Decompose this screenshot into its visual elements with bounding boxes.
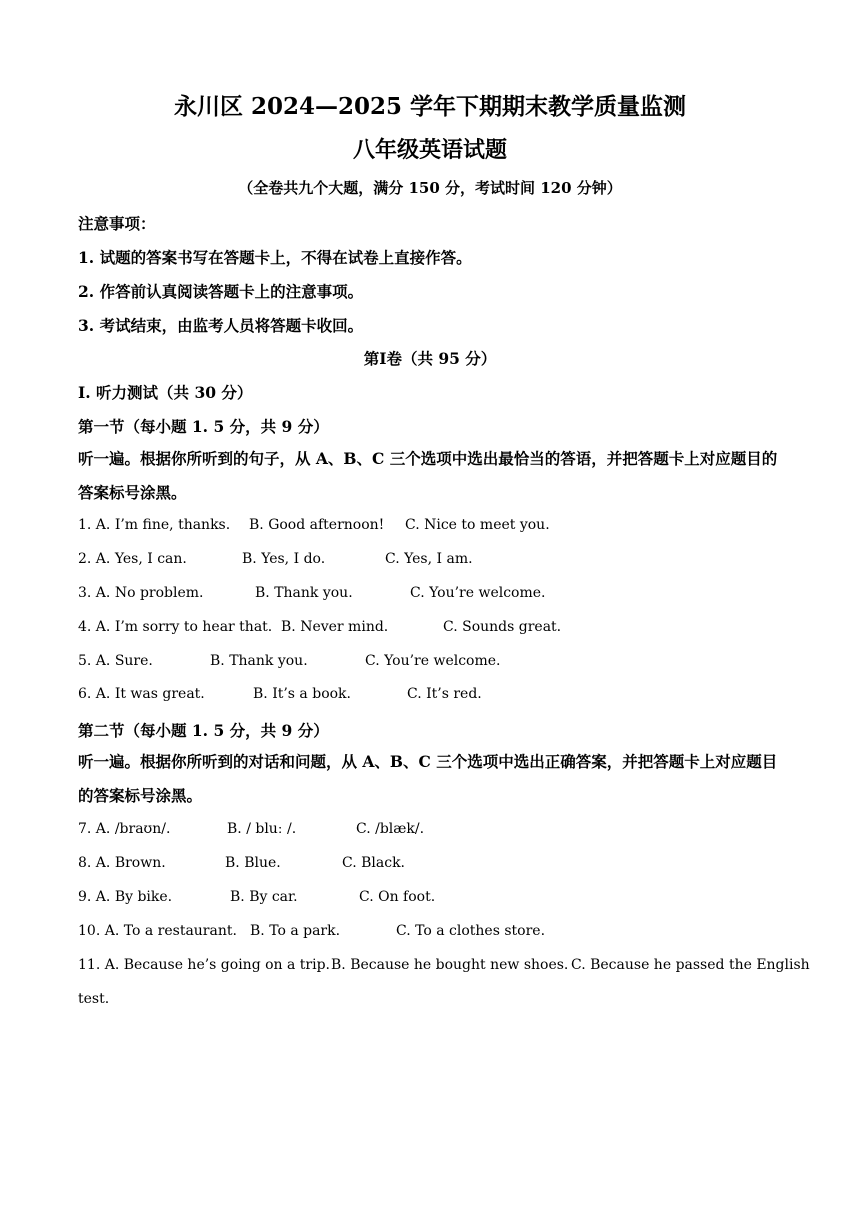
section2-instruction: 听一遍。根据你所听到的对话和问题，从 A、B、C 三个选项中选出正确答案，并把答题卡上对应题目的答案标号涂黑。 <box>78 752 778 805</box>
option-a: 4. A. I’m sorry to hear that. <box>78 619 273 635</box>
question-10 <box>78 923 798 943</box>
option-b: B. / bluː /. <box>227 821 297 837</box>
option-a: 3. A. No problem. <box>78 585 204 601</box>
note-item-2: 2. 作答前认真阅读答题卡上的注意事项。 <box>78 282 364 301</box>
option-b: B. By car. <box>230 889 298 905</box>
question-8 <box>78 855 798 875</box>
section2-heading: 第二节（每小题 1. 5 分，共 9 分） <box>78 721 329 740</box>
section1-heading: 第一节（每小题 1. 5 分，共 9 分） <box>78 417 329 436</box>
question-5 <box>78 653 798 673</box>
part1-heading: Ⅰ. 听力测试（共 30 分） <box>78 383 253 402</box>
exam-title: 永川区 2024—2025 学年下期期末教学质量监测 <box>173 93 687 120</box>
option-b: B. Yes, I do. <box>242 551 326 567</box>
exam-info: （全卷共九个大题，满分 150 分，考试时间 120 分钟） <box>238 179 622 197</box>
option-b: B. Thank you. <box>210 653 308 669</box>
option-b: B. Good afternoon! <box>249 517 385 533</box>
exam-subtitle: 八年级英语试题 <box>352 137 507 163</box>
note-item-1: 1. 试题的答案书写在答题卡上，不得在试卷上直接作答。 <box>78 248 472 267</box>
option-a: 5. A. Sure. <box>78 653 153 669</box>
option-a: 2. A. Yes, I can. <box>78 551 187 567</box>
option-a: 8. A. Brown. <box>78 855 166 871</box>
option-a: 11. A. Because he’s going on a trip. <box>78 957 331 973</box>
option-a: 9. A. By bike. <box>78 889 173 905</box>
question-4 <box>78 619 798 639</box>
option-c: C. Nice to meet you. <box>405 517 550 533</box>
option-b: B. To a park. <box>250 923 341 939</box>
option-c: C. It’s red. <box>407 686 482 702</box>
section1-instruction: 听一遍。根据你所听到的句子，从 A、B、C 三个选项中选出最恰当的答语，并把答题卡上对应题目的答案标号涂黑。 <box>78 449 778 502</box>
option-c: C. Yes, I am. <box>385 551 473 567</box>
question-6 <box>78 686 798 706</box>
option-b: B. Blue. <box>225 855 281 871</box>
note-item-3: 3. 考试结束，由监考人员将答题卡收回。 <box>78 316 364 335</box>
question-9 <box>78 889 798 909</box>
notes-heading: 注意事项： <box>78 214 156 233</box>
option-c: C. Because he passed the English <box>571 957 810 973</box>
question-7 <box>78 821 798 841</box>
option-b: B. Never mind. <box>281 619 389 635</box>
option-b: B. Because he bought new shoes. <box>331 957 569 973</box>
option-a: 10. A. To a restaurant. <box>78 923 237 939</box>
option-c: C. /blæk/. <box>356 821 425 837</box>
question-3 <box>78 585 798 605</box>
option-b: B. Thank you. <box>255 585 353 601</box>
option-a: 7. A. /braʊn/. <box>78 821 171 837</box>
question-2 <box>78 551 798 571</box>
question-11 <box>78 957 810 977</box>
option-c: C. Black. <box>342 855 405 871</box>
option-c: C. On foot. <box>359 889 436 905</box>
option-c: C. You’re welcome. <box>410 585 546 601</box>
option-c: C. To a clothes store. <box>396 923 546 939</box>
option-a: 6. A. It was great. <box>78 686 205 702</box>
question-1 <box>78 517 798 537</box>
volume-heading: 第Ⅰ卷（共 95 分） <box>363 349 497 368</box>
option-a: 1. A. I’m fine, thanks. <box>78 517 231 533</box>
option-c: C. Sounds great. <box>443 619 562 635</box>
question-11-continuation: test. <box>78 991 110 1007</box>
option-c: C. You’re welcome. <box>365 653 501 669</box>
option-b: B. It’s a book. <box>253 686 351 702</box>
